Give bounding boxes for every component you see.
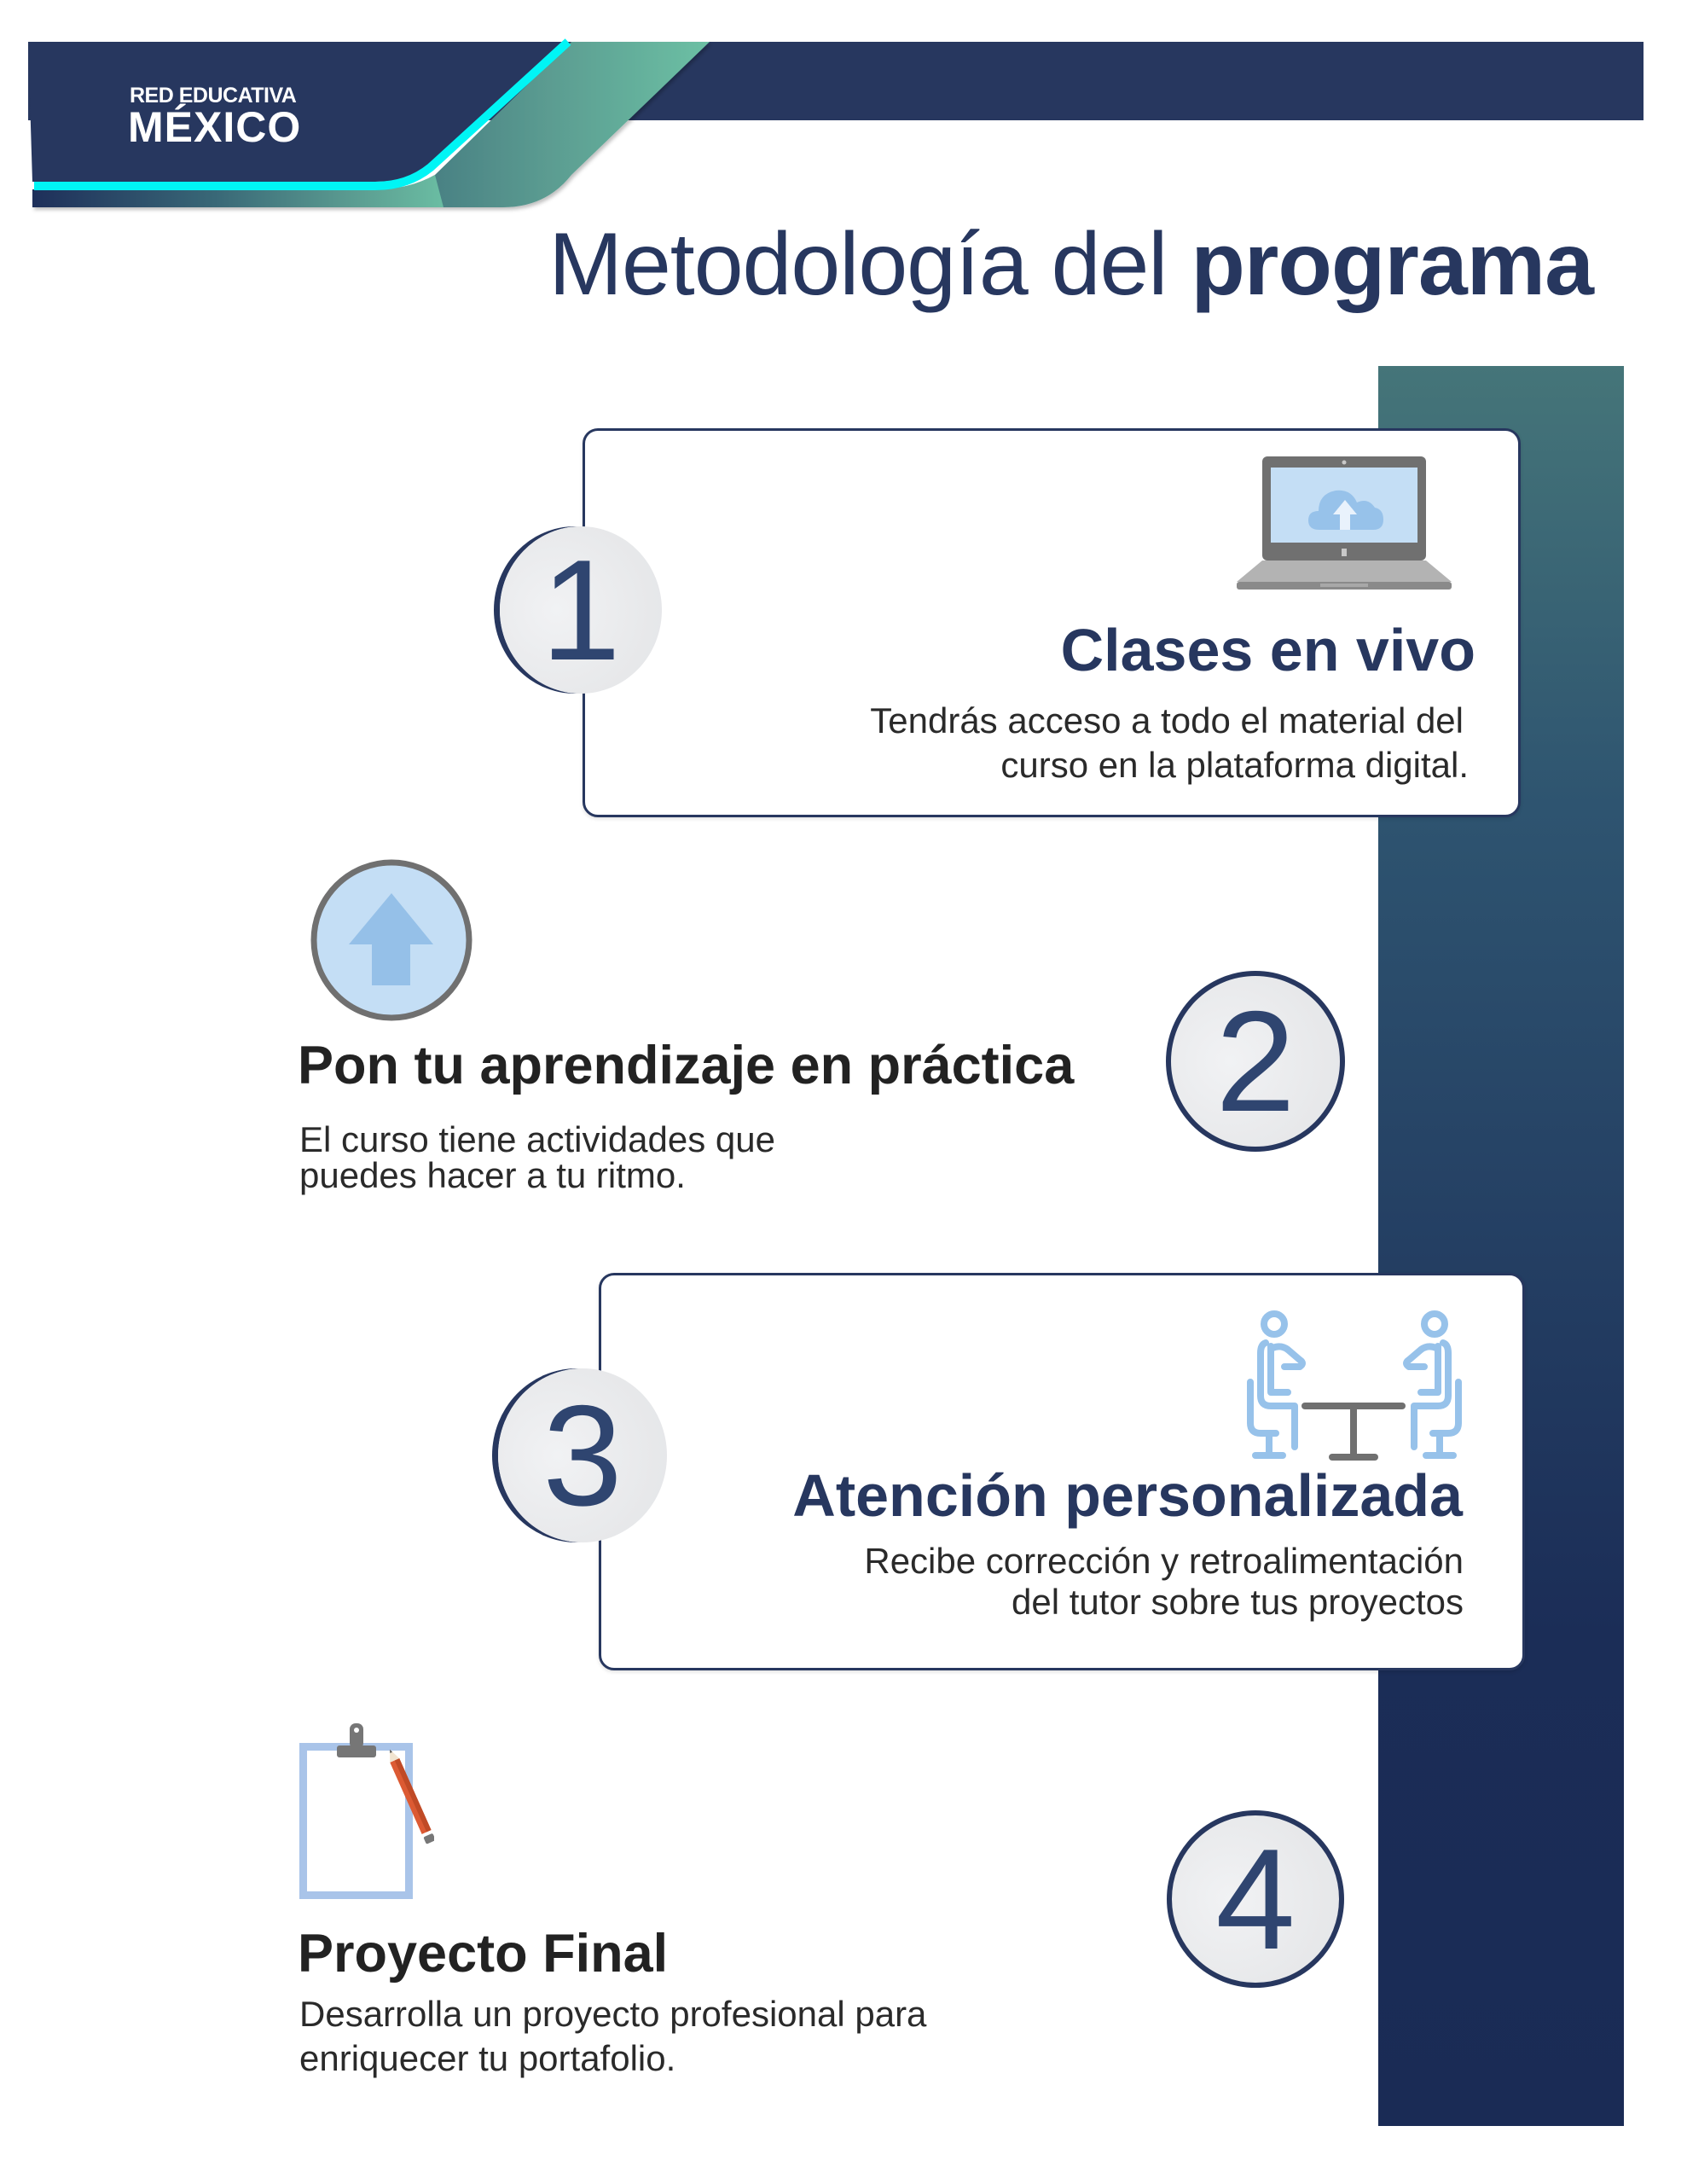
page-title-bold: programa <box>1191 215 1593 314</box>
step-2-number-badge <box>1166 971 1345 1152</box>
step-1-heading: Clases en vivo <box>1060 617 1475 683</box>
step-1-description-line-2: curso en la plataforma digital. <box>1000 745 1469 785</box>
step-2-number: 2 <box>1215 980 1296 1141</box>
step-1-number: 1 <box>541 529 621 690</box>
clipboard-pencil-icon <box>298 1720 434 1901</box>
step-3-number: 3 <box>542 1374 623 1536</box>
logo-mexico: MÉXICO <box>128 103 302 151</box>
page-title-light: Metodología del <box>548 215 1191 314</box>
step-1-number-badge <box>500 526 662 694</box>
step-3-heading: Atención personalizada <box>792 1462 1463 1529</box>
step-4-description-line-2: enriquecer tu portafolio. <box>299 2038 676 2078</box>
step-4-description-line-1: Desarrolla un proyecto profesional para <box>299 1994 927 2034</box>
step-3-description-line-1: Recibe corrección y retroalimentación <box>864 1541 1464 1581</box>
step-3-description-line-2: del tutor sobre tus proyectos <box>1012 1582 1464 1622</box>
step-2-heading: Pon tu aprendizaje en práctica <box>298 1036 1075 1095</box>
upload-arrow-circle-icon <box>309 857 474 1023</box>
laptop-cloud-upload-icon <box>1233 455 1455 593</box>
step-4-heading: Proyecto Final <box>298 1924 669 1984</box>
step-3-number-badge <box>498 1368 667 1542</box>
step-2-description-line-1: El curso tiene actividades que <box>299 1119 775 1159</box>
step-1-description-line-1: Tendrás acceso a todo el material del <box>870 700 1464 741</box>
step-4-number-badge <box>1167 1810 1344 1988</box>
page-title <box>548 213 1593 316</box>
step-4-number: 4 <box>1215 1818 1296 1979</box>
people-meeting-icon <box>1245 1310 1464 1461</box>
logo-red-educativa: RED EDUCATIVA <box>130 84 297 107</box>
step-2-description-line-2: puedes hacer a tu ritmo. <box>299 1155 686 1195</box>
